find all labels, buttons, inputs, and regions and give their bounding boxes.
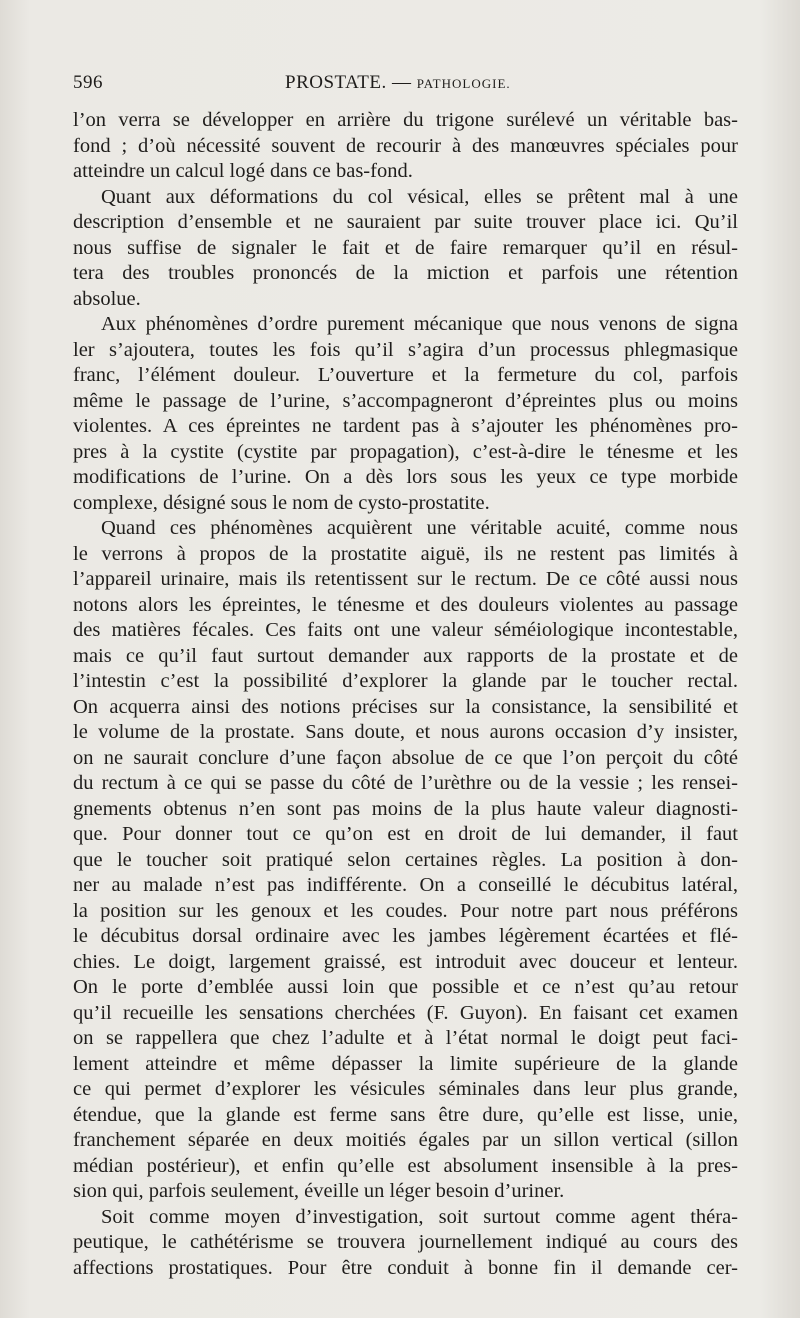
text-line: tera des troubles prononcés de la miction et parfois une rétention xyxy=(73,262,738,284)
text-line: chies. Le doigt, largement graissé, est introduit avec douceur et lenteur. xyxy=(73,950,738,973)
text-line: sion qui, parfois seulement, éveille un léger besoin d’uriner. xyxy=(73,1180,565,1202)
text-line: médian postérieur), et enfin qu’elle est absolument insensible à la pres- xyxy=(73,1154,738,1177)
text-line: modifications de l’urine. On a dès lors sous les yeux ce type morbide xyxy=(73,466,738,488)
text-line: on se rappellera que chez l’adulte et à l’état normal le doigt peut faci- xyxy=(73,1027,738,1049)
text-line: on ne saurait conclure d’une façon absolue de ce que l’on perçoit du côté xyxy=(73,746,738,769)
text-line: l’appareil urinaire, mais ils retentissent sur le rectum. De ce côté aussi nous xyxy=(73,568,738,590)
running-head xyxy=(285,72,511,94)
text-line: le volume de la prostate. Sans doute, et nous aurons occasion d’y insister, xyxy=(73,721,738,743)
text-line: lement atteindre et même dépasser la limite supérieure de la glande xyxy=(73,1052,738,1075)
text-line: franchement séparée en deux moitiés égales par un sillon vertical (sillon xyxy=(73,1129,738,1151)
text-line: que. Pour donner tout ce qu’on est en droit de lui demander, il faut xyxy=(73,823,738,845)
page-number: 596 xyxy=(73,72,103,93)
text-line: Quand ces phénomènes acquièrent une véritable acuité, comme nous xyxy=(101,517,738,539)
text-line: l’intestin c’est la possibilité d’explorer la glande par le toucher rectal. xyxy=(73,670,738,692)
text-line: que le toucher soit pratiqué selon certaines règles. La position à don- xyxy=(73,848,738,871)
text-line: ler s’ajoutera, toutes les fois qu’il s’agira d’un processus phlegmasique xyxy=(73,338,738,361)
running-head-dash: — xyxy=(386,72,417,93)
text-line: Quant aux déformations du col vésical, elles se prêtent mal à une xyxy=(101,185,738,208)
text-line: complexe, désigné sous le nom de cysto-prostatite. xyxy=(73,491,490,514)
text-line: le décubitus dorsal ordinaire avec les jambes légèrement écartées et flé- xyxy=(73,925,738,947)
text-line: violentes. A ces épreintes ne tardent pas à s’ajouter les phénomènes pro- xyxy=(73,415,738,437)
text-line: affections prostatiques. Pour être conduit à bonne fin il demande cer- xyxy=(73,1256,738,1279)
running-head-subtitle: PATHOLOGIE. xyxy=(416,76,511,91)
text-line: la position sur les genoux et les coudes. Pour notre part nous préférons xyxy=(73,899,738,922)
running-head-title: PROSTATE. xyxy=(285,72,387,93)
body-text xyxy=(73,108,738,1281)
text-line: On le porte d’emblée aussi loin que possible et ce n’est qu’au retour xyxy=(73,976,738,998)
text-line: mais ce qu’il faut surtout demander aux rapports de la prostate et de xyxy=(73,644,738,667)
text-line: franc, l’élément douleur. L’ouverture et la fermeture du col, parfois xyxy=(73,364,738,386)
text-line: peutique, le cathétérisme se trouvera journellement indiqué au cours des xyxy=(73,1231,738,1253)
text-line: fond ; d’où nécessité souvent de recourir à des manœuvres spéciales pour xyxy=(73,134,738,157)
text-line: qu’il recueille les sensations cherchées (F. Guyon). En faisant cet examen xyxy=(73,1001,738,1024)
text-line: notons alors les épreintes, le ténesme et des douleurs violentes au passage xyxy=(73,593,738,616)
text-line: des matières fécales. Ces faits ont une valeur séméiologique incontestable, xyxy=(73,619,738,641)
text-line: du rectum à ce qui se passe du côté de l’urèthre ou de la vessie ; les rensei- xyxy=(73,772,738,794)
text-line: même le passage de l’urine, s’accompagneront d’épreintes plus ou moins xyxy=(73,389,738,412)
text-line: description d’ensemble et ne sauraient par suite trouver place ici. Qu’il xyxy=(73,211,738,233)
text-line: Aux phénomènes d’ordre purement mécanique que nous venons de signa xyxy=(101,313,738,335)
text-line: le verrons à propos de la prostatite aiguë, ils ne restent pas limités à xyxy=(73,542,738,565)
text-line: étendue, que la glande est ferme sans être dure, qu’elle est lisse, unie, xyxy=(73,1103,738,1126)
text-line: absolue. xyxy=(73,287,141,310)
text-line: l’on verra se développer en arrière du trigone surélevé un véritable bas- xyxy=(73,109,738,131)
running-header xyxy=(73,72,738,100)
text-line: nous suffise de signaler le fait et de faire remarquer qu’il en résul- xyxy=(73,236,738,259)
text-line: On acquerra ainsi des notions précises sur la consistance, la sensibilité et xyxy=(73,695,738,718)
text-line: atteindre un calcul logé dans ce bas-fond. xyxy=(73,160,413,182)
text-line: ner au malade n’est pas indifférente. On a conseillé le décubitus latéral, xyxy=(73,874,738,896)
text-line: Soit comme moyen d’investigation, soit surtout comme agent théra- xyxy=(101,1205,738,1228)
text-line: ce qui permet d’explorer les vésicules séminales dans leur plus grande, xyxy=(73,1078,738,1100)
text-line: gnements obtenus n’en sont pas moins de la plus haute valeur diagnosti- xyxy=(73,797,738,820)
text-line: pres à la cystite (cystite par propagation), c’est-à-dire le ténesme et les xyxy=(73,440,738,463)
